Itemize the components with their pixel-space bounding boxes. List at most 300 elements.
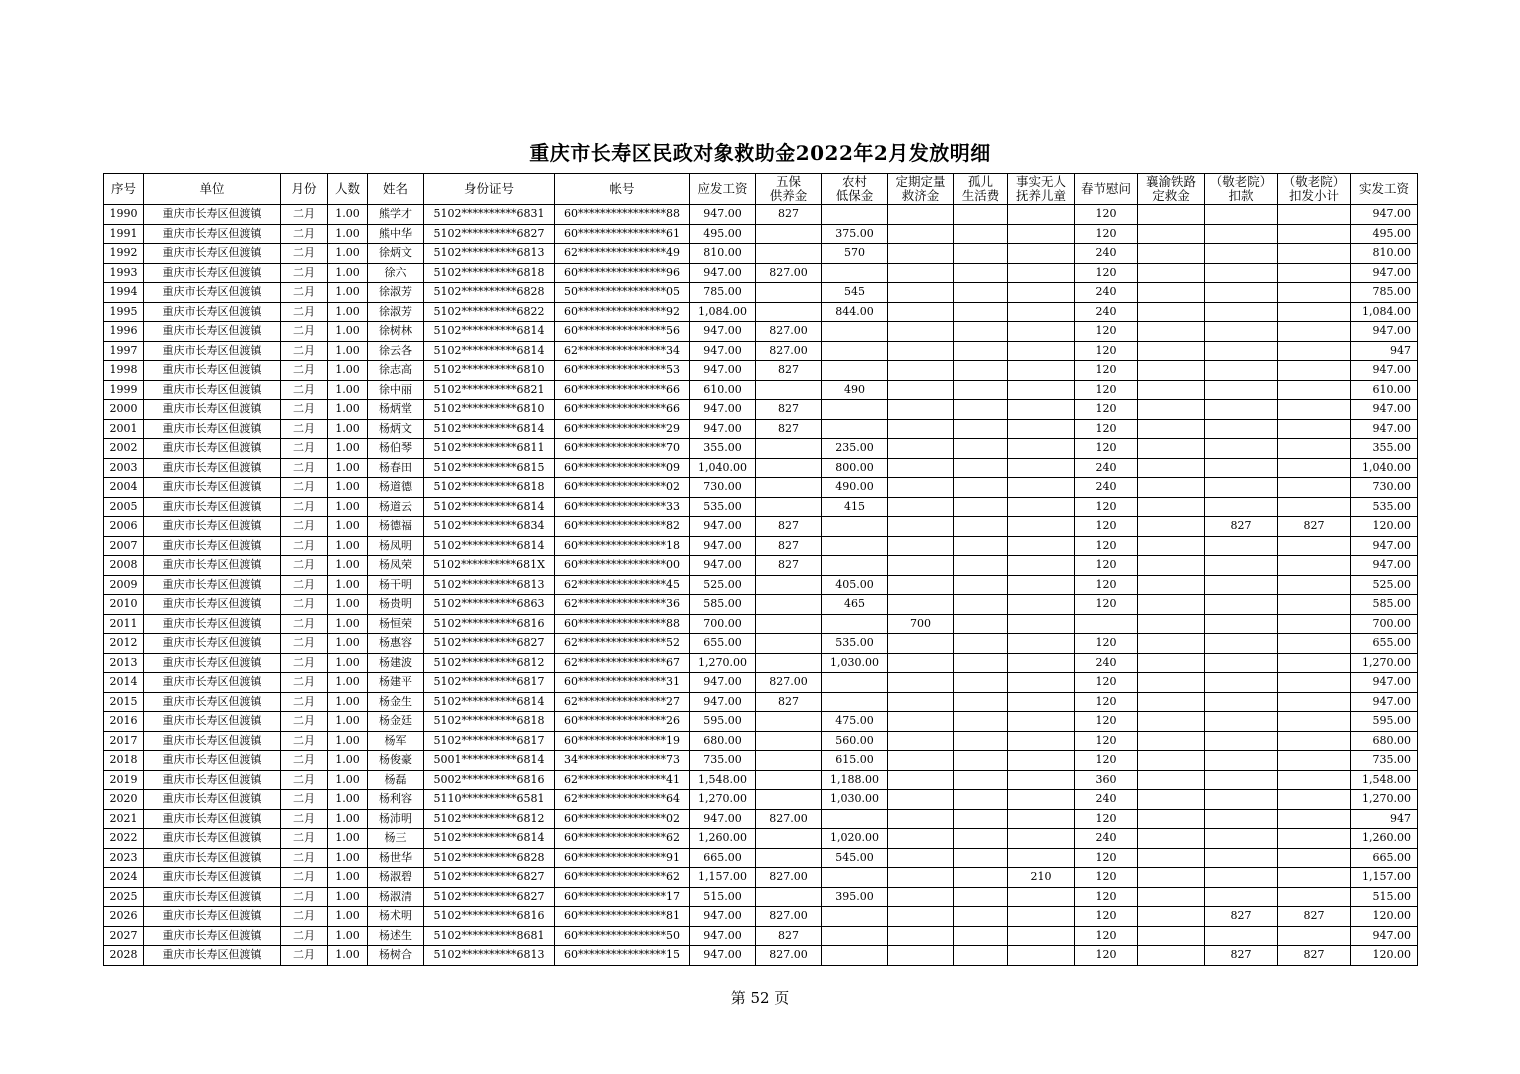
table-cell <box>1278 478 1351 498</box>
table-row <box>104 809 1418 829</box>
table-cell: 1,260.00 <box>1351 829 1418 849</box>
table-cell <box>1008 673 1075 693</box>
table-cell <box>1278 263 1351 283</box>
table-cell: 二月 <box>281 712 328 732</box>
table-row <box>104 419 1418 439</box>
table-cell: 1996 <box>104 322 144 342</box>
table-cell: 60****************26 <box>555 712 690 732</box>
table-cell: 827.00 <box>756 263 822 283</box>
table-cell <box>888 244 954 264</box>
table-cell: 947.00 <box>1351 692 1418 712</box>
table-cell: 2002 <box>104 439 144 459</box>
table-cell: 5102**********6813 <box>424 946 555 966</box>
table-cell <box>1138 712 1205 732</box>
table-cell: 1,030.00 <box>822 653 888 673</box>
table-cell: 120.00 <box>1351 517 1418 537</box>
table-cell <box>954 712 1008 732</box>
table-cell: 2016 <box>104 712 144 732</box>
table-row <box>104 712 1418 732</box>
table-cell: 947.00 <box>690 946 756 966</box>
table-cell: 947.00 <box>1351 673 1418 693</box>
table-cell: 1.00 <box>328 341 368 361</box>
table-cell: 827 <box>756 517 822 537</box>
table-cell <box>1138 770 1205 790</box>
table-cell <box>954 946 1008 966</box>
table-cell: 947.00 <box>690 322 756 342</box>
table-cell <box>1008 302 1075 322</box>
table-cell: 827.00 <box>756 946 822 966</box>
table-cell <box>1278 770 1351 790</box>
table-cell <box>822 868 888 888</box>
table-cell: 585.00 <box>690 595 756 615</box>
table-cell: 395.00 <box>822 887 888 907</box>
table-cell <box>954 439 1008 459</box>
table-cell: 60****************66 <box>555 380 690 400</box>
table-cell <box>1278 634 1351 654</box>
table-cell <box>1205 556 1278 576</box>
table-cell <box>1008 263 1075 283</box>
table-cell <box>954 926 1008 946</box>
table-cell <box>1205 419 1278 439</box>
column-header: 孤儿 生活费 <box>954 174 1008 205</box>
table-cell: 二月 <box>281 380 328 400</box>
table-cell: 827.00 <box>756 868 822 888</box>
table-cell: 重庆市长寿区但渡镇 <box>144 848 281 868</box>
table-cell: 5002**********6816 <box>424 770 555 790</box>
table-row <box>104 517 1418 537</box>
table-cell: 1,548.00 <box>690 770 756 790</box>
table-cell: 947.00 <box>1351 400 1418 420</box>
table-cell <box>1278 556 1351 576</box>
table-cell <box>1138 458 1205 478</box>
table-cell: 615.00 <box>822 751 888 771</box>
column-header: 单位 <box>144 174 281 205</box>
table-cell: 120 <box>1075 692 1138 712</box>
table-cell <box>888 770 954 790</box>
table-cell: 二月 <box>281 458 328 478</box>
table-cell: 重庆市长寿区但渡镇 <box>144 712 281 732</box>
table-cell <box>1138 868 1205 888</box>
table-cell: 二月 <box>281 770 328 790</box>
table-cell: 785.00 <box>690 283 756 303</box>
table-cell: 2013 <box>104 653 144 673</box>
table-cell: 2000 <box>104 400 144 420</box>
table-cell: 5102**********6815 <box>424 458 555 478</box>
table-cell <box>1008 653 1075 673</box>
table-cell: 585.00 <box>1351 595 1418 615</box>
table-cell <box>1008 712 1075 732</box>
table-cell: 355.00 <box>690 439 756 459</box>
table-cell <box>954 322 1008 342</box>
table-cell: 810.00 <box>690 244 756 264</box>
table-cell: 重庆市长寿区但渡镇 <box>144 361 281 381</box>
table-cell <box>1138 380 1205 400</box>
table-cell <box>1008 946 1075 966</box>
table-cell: 2018 <box>104 751 144 771</box>
table-cell <box>888 751 954 771</box>
table-cell <box>1278 926 1351 946</box>
table-cell <box>1008 809 1075 829</box>
table-row <box>104 575 1418 595</box>
table-cell <box>1138 341 1205 361</box>
table-cell: 60****************33 <box>555 497 690 517</box>
table-cell: 495.00 <box>690 224 756 244</box>
table-cell: 785.00 <box>1351 283 1418 303</box>
table-row <box>104 673 1418 693</box>
table-cell: 947 <box>1351 809 1418 829</box>
table-cell: 60****************15 <box>555 946 690 966</box>
table-row <box>104 458 1418 478</box>
table-cell <box>1008 361 1075 381</box>
column-header: 帐号 <box>555 174 690 205</box>
table-cell: 1.00 <box>328 380 368 400</box>
table-cell <box>1138 224 1205 244</box>
table-cell: 1.00 <box>328 829 368 849</box>
table-cell: 235.00 <box>822 439 888 459</box>
table-cell: 120 <box>1075 224 1138 244</box>
table-cell: 1.00 <box>328 712 368 732</box>
table-cell: 810.00 <box>1351 244 1418 264</box>
table-cell <box>756 478 822 498</box>
table-row <box>104 692 1418 712</box>
table-cell: 700.00 <box>690 614 756 634</box>
table-cell: 1.00 <box>328 497 368 517</box>
table-cell <box>888 497 954 517</box>
table-cell <box>822 946 888 966</box>
table-cell: 2014 <box>104 673 144 693</box>
table-cell: 60****************17 <box>555 887 690 907</box>
table-cell: 5102**********6818 <box>424 712 555 732</box>
table-cell: 120 <box>1075 517 1138 537</box>
table-cell: 1.00 <box>328 868 368 888</box>
table-cell <box>954 790 1008 810</box>
table-cell: 杨德福 <box>368 517 424 537</box>
table-cell: 2001 <box>104 419 144 439</box>
page-number: 第 52 页 <box>730 989 790 1007</box>
table-cell: 240 <box>1075 653 1138 673</box>
table-cell: 杨春田 <box>368 458 424 478</box>
table-cell <box>954 205 1008 225</box>
table-cell: 60****************29 <box>555 419 690 439</box>
table-cell <box>822 907 888 927</box>
table-cell <box>954 361 1008 381</box>
table-cell <box>1008 692 1075 712</box>
table-cell: 120 <box>1075 634 1138 654</box>
column-header: （敬老院） 扣款 <box>1205 174 1278 205</box>
table-cell <box>1008 439 1075 459</box>
table-cell: 杨贵明 <box>368 595 424 615</box>
table-cell <box>756 224 822 244</box>
table-cell: 1.00 <box>328 361 368 381</box>
table-cell: 1.00 <box>328 614 368 634</box>
table-row <box>104 400 1418 420</box>
table-cell: 827.00 <box>756 322 822 342</box>
table-cell <box>1278 341 1351 361</box>
table-cell: 二月 <box>281 478 328 498</box>
table-cell: 2007 <box>104 536 144 556</box>
table-cell <box>1205 790 1278 810</box>
table-cell <box>888 361 954 381</box>
table-cell: 947.00 <box>690 341 756 361</box>
table-cell: 62****************67 <box>555 653 690 673</box>
table-cell: 1.00 <box>328 809 368 829</box>
table-cell <box>1205 809 1278 829</box>
table-row <box>104 848 1418 868</box>
table-cell <box>954 263 1008 283</box>
table-cell: 5102**********6828 <box>424 848 555 868</box>
table-cell: 60****************02 <box>555 478 690 498</box>
table-cell <box>1008 322 1075 342</box>
table-cell: 重庆市长寿区但渡镇 <box>144 926 281 946</box>
table-cell: 重庆市长寿区但渡镇 <box>144 907 281 927</box>
table-cell: 二月 <box>281 653 328 673</box>
table-cell <box>822 809 888 829</box>
table-cell: 5102**********6816 <box>424 907 555 927</box>
table-cell <box>1008 790 1075 810</box>
table-cell: 610.00 <box>1351 380 1418 400</box>
table-cell: 5102**********6828 <box>424 283 555 303</box>
table-cell: 二月 <box>281 341 328 361</box>
table-cell <box>1278 283 1351 303</box>
table-cell: 947.00 <box>690 263 756 283</box>
table-cell: 1.00 <box>328 575 368 595</box>
table-cell <box>888 478 954 498</box>
table-cell: 杨炳文 <box>368 419 424 439</box>
table-cell: 1,270.00 <box>690 790 756 810</box>
table-cell <box>1278 692 1351 712</box>
table-cell: 杨建波 <box>368 653 424 673</box>
table-cell: 5102**********6817 <box>424 673 555 693</box>
table-cell <box>822 400 888 420</box>
table-cell <box>1138 848 1205 868</box>
table-cell <box>822 692 888 712</box>
table-cell: 杨金廷 <box>368 712 424 732</box>
table-cell: 827 <box>1205 946 1278 966</box>
table-cell: 50****************05 <box>555 283 690 303</box>
table-cell <box>954 458 1008 478</box>
table-cell: 杨世华 <box>368 848 424 868</box>
table-cell <box>954 770 1008 790</box>
table-cell <box>756 731 822 751</box>
table-cell <box>954 673 1008 693</box>
table-cell: 二月 <box>281 595 328 615</box>
table-cell: 杨三 <box>368 829 424 849</box>
table-row <box>104 556 1418 576</box>
table-cell: 2017 <box>104 731 144 751</box>
table-header-row <box>104 174 1418 205</box>
table-cell: 60****************50 <box>555 926 690 946</box>
table-cell: 60****************02 <box>555 809 690 829</box>
table-cell <box>954 848 1008 868</box>
table-cell: 重庆市长寿区但渡镇 <box>144 283 281 303</box>
table-cell: 827 <box>756 361 822 381</box>
table-cell <box>1278 205 1351 225</box>
table-cell: 475.00 <box>822 712 888 732</box>
table-cell: 重庆市长寿区但渡镇 <box>144 244 281 264</box>
table-cell: 827 <box>756 556 822 576</box>
table-cell <box>1138 575 1205 595</box>
table-cell: 二月 <box>281 517 328 537</box>
table-cell: 1.00 <box>328 458 368 478</box>
table-cell: 2024 <box>104 868 144 888</box>
table-cell: 525.00 <box>690 575 756 595</box>
column-header: 应发工资 <box>690 174 756 205</box>
table-cell: 重庆市长寿区但渡镇 <box>144 673 281 693</box>
table-cell <box>1138 205 1205 225</box>
table-cell <box>822 614 888 634</box>
table-cell: 1,260.00 <box>690 829 756 849</box>
table-row <box>104 497 1418 517</box>
table-cell <box>756 380 822 400</box>
table-cell: 120 <box>1075 575 1138 595</box>
table-cell: 二月 <box>281 497 328 517</box>
table-cell: 827 <box>756 419 822 439</box>
table-cell <box>1278 536 1351 556</box>
table-cell: 杨术明 <box>368 907 424 927</box>
table-cell: 1,040.00 <box>1351 458 1418 478</box>
table-cell: 827 <box>756 692 822 712</box>
table-cell: 二月 <box>281 536 328 556</box>
table-cell: 120 <box>1075 926 1138 946</box>
table-cell: 827 <box>756 926 822 946</box>
table-cell: 1.00 <box>328 283 368 303</box>
table-cell: 680.00 <box>690 731 756 751</box>
table-cell <box>954 595 1008 615</box>
table-cell: 二月 <box>281 868 328 888</box>
table-cell <box>954 224 1008 244</box>
table-cell: 120 <box>1075 361 1138 381</box>
table-cell <box>1138 419 1205 439</box>
table-cell: 重庆市长寿区但渡镇 <box>144 224 281 244</box>
table-cell <box>888 458 954 478</box>
table-row <box>104 868 1418 888</box>
table-cell <box>954 400 1008 420</box>
table-cell: 2015 <box>104 692 144 712</box>
table-cell: 2028 <box>104 946 144 966</box>
table-cell <box>888 595 954 615</box>
table-cell <box>888 926 954 946</box>
table-cell <box>1138 829 1205 849</box>
table-cell: 1.00 <box>328 634 368 654</box>
table-cell <box>1138 556 1205 576</box>
table-cell: 827 <box>756 400 822 420</box>
table-cell: 60****************70 <box>555 439 690 459</box>
table-cell <box>822 673 888 693</box>
table-cell: 240 <box>1075 790 1138 810</box>
table-cell: 545 <box>822 283 888 303</box>
table-cell <box>1008 205 1075 225</box>
table-cell <box>954 244 1008 264</box>
table-cell <box>954 497 1008 517</box>
table-row <box>104 536 1418 556</box>
table-cell: 二月 <box>281 400 328 420</box>
table-cell <box>954 653 1008 673</box>
table-cell: 5102**********6814 <box>424 497 555 517</box>
column-header: 襄渝铁路 定救金 <box>1138 174 1205 205</box>
table-cell: 120 <box>1075 751 1138 771</box>
table-cell <box>1278 731 1351 751</box>
table-cell <box>888 380 954 400</box>
table-cell <box>1278 400 1351 420</box>
table-cell <box>1008 536 1075 556</box>
table-cell <box>1278 439 1351 459</box>
table-row <box>104 731 1418 751</box>
table-cell <box>1205 868 1278 888</box>
table-cell: 5102**********6812 <box>424 653 555 673</box>
table-cell: 1.00 <box>328 263 368 283</box>
table-cell: 1.00 <box>328 887 368 907</box>
table-cell <box>1205 263 1278 283</box>
table-cell <box>1278 809 1351 829</box>
table-cell <box>1008 244 1075 264</box>
table-cell <box>888 809 954 829</box>
table-cell <box>888 224 954 244</box>
table-cell <box>1138 887 1205 907</box>
table-cell: 二月 <box>281 361 328 381</box>
table-row <box>104 634 1418 654</box>
table-cell: 5110**********6581 <box>424 790 555 810</box>
table-cell: 120 <box>1075 848 1138 868</box>
table-cell <box>756 497 822 517</box>
table-cell: 1990 <box>104 205 144 225</box>
table-cell: 5102**********6834 <box>424 517 555 537</box>
table-cell: 1.00 <box>328 731 368 751</box>
table-cell <box>1205 673 1278 693</box>
table-cell: 1991 <box>104 224 144 244</box>
table-cell <box>1008 283 1075 303</box>
table-cell: 1.00 <box>328 595 368 615</box>
table-cell <box>822 341 888 361</box>
table-cell: 827.00 <box>756 673 822 693</box>
table-cell <box>1138 926 1205 946</box>
table-cell: 120 <box>1075 556 1138 576</box>
table-cell: 5102**********8681 <box>424 926 555 946</box>
table-cell <box>1008 770 1075 790</box>
table-cell: 重庆市长寿区但渡镇 <box>144 419 281 439</box>
table-row <box>104 478 1418 498</box>
table-cell: 120 <box>1075 712 1138 732</box>
table-cell: 5102**********6813 <box>424 575 555 595</box>
table-cell: 515.00 <box>1351 887 1418 907</box>
table-cell: 60****************62 <box>555 868 690 888</box>
table-cell <box>1008 478 1075 498</box>
table-cell: 重庆市长寿区但渡镇 <box>144 790 281 810</box>
table-cell <box>1278 790 1351 810</box>
table-cell <box>1008 595 1075 615</box>
table-cell: 杨伯琴 <box>368 439 424 459</box>
table-cell: 二月 <box>281 829 328 849</box>
table-cell: 二月 <box>281 809 328 829</box>
table-cell: 1,270.00 <box>1351 790 1418 810</box>
table-cell: 947.00 <box>1351 419 1418 439</box>
table-cell: 1994 <box>104 283 144 303</box>
table-cell <box>822 263 888 283</box>
table-cell <box>888 848 954 868</box>
table-cell: 60****************09 <box>555 458 690 478</box>
table-cell: 60****************18 <box>555 536 690 556</box>
table-cell <box>756 302 822 322</box>
table-cell: 徐树林 <box>368 322 424 342</box>
column-header: 五保 供养金 <box>756 174 822 205</box>
table-cell: 杨军 <box>368 731 424 751</box>
table-cell: 2009 <box>104 575 144 595</box>
table-cell: 120 <box>1075 341 1138 361</box>
table-cell: 重庆市长寿区但渡镇 <box>144 614 281 634</box>
table-cell: 杨凤荣 <box>368 556 424 576</box>
table-cell: 2012 <box>104 634 144 654</box>
table-cell: 655.00 <box>1351 634 1418 654</box>
table-cell <box>822 556 888 576</box>
